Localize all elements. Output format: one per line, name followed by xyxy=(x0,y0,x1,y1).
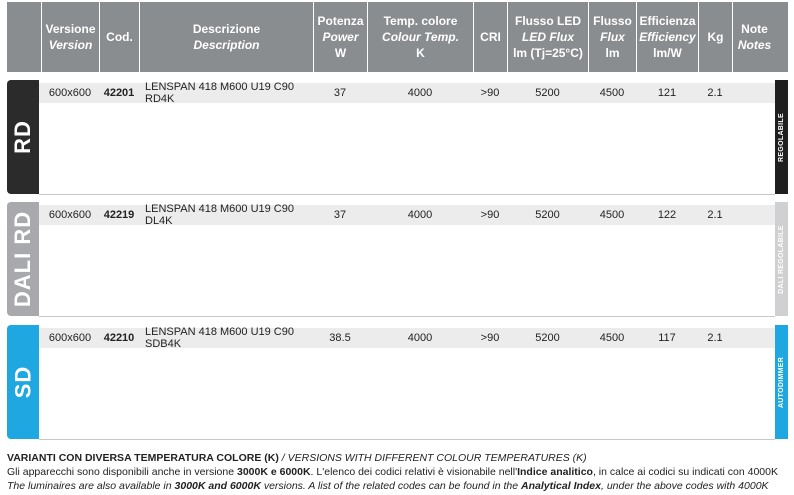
header-notes xyxy=(732,2,776,72)
header-power-it: Potenza xyxy=(317,14,364,28)
header-cri-label: CRI xyxy=(480,30,501,44)
footer-en-text xyxy=(7,480,769,492)
tag-dali-regolabile-label: DALI REGOLABILE xyxy=(778,224,786,294)
cell-power: 38.5 xyxy=(329,332,351,344)
header-led-flux-unit: lm (Tj=25°C) xyxy=(513,46,583,60)
header-notes-it: Note xyxy=(741,22,768,36)
header-temp-it: Temp. colore xyxy=(383,14,458,28)
footer-title-sep: / xyxy=(278,452,288,464)
header-flux-unit: lm xyxy=(605,46,620,60)
footer-title-it: VARIANTI CON DIVERSA TEMPERATURA COLORE (K) xyxy=(7,452,279,464)
footer-en-b: 3000K and 6000K xyxy=(174,480,261,492)
footer-title-en: VERSIONS WITH DIFFERENT COLOUR TEMPERATURES (K) xyxy=(287,452,587,464)
cell-efficiency: 122 xyxy=(657,209,677,221)
cell-led-flux: 5200 xyxy=(535,209,560,221)
header-led-flux-it: Flusso LED xyxy=(514,14,581,28)
cell-temp: 4000 xyxy=(407,87,433,99)
cell-power: 37 xyxy=(333,87,347,99)
footer-en-e: , under the above codes with 4000K xyxy=(601,480,769,492)
footer-en-d: Analytical Index xyxy=(521,480,601,492)
footer-title xyxy=(7,452,587,464)
header-temp-unit: K xyxy=(416,46,425,60)
cell-description: LENSPAN 418 M600 U19 C90 RD4K xyxy=(145,81,294,105)
header-version-it: Versione xyxy=(45,22,96,36)
header-description xyxy=(139,2,313,72)
tag-autodimmer-label: AUTODIMMER xyxy=(778,356,785,408)
header-led-flux xyxy=(507,2,588,72)
cell-efficiency: 121 xyxy=(657,87,677,99)
header-version xyxy=(41,2,99,72)
cell-temp: 4000 xyxy=(407,209,433,221)
cell-flux: 4500 xyxy=(599,209,625,221)
cell-cri: >90 xyxy=(480,332,500,344)
header-led-flux-en: LED Flux xyxy=(521,30,574,44)
header-temp-en: Colour Temp. xyxy=(382,30,459,44)
header-efficiency-unit: lm/W xyxy=(653,46,682,60)
cell-code: 42201 xyxy=(103,87,135,99)
header-kg-label: Kg xyxy=(707,30,724,44)
cell-cri: >90 xyxy=(480,209,500,221)
header-efficiency-it: Efficienza xyxy=(639,14,696,28)
cell-efficiency: 117 xyxy=(658,332,676,344)
cell-description: LENSPAN 418 M600 U19 C90 DL4K xyxy=(145,203,294,227)
sidebar-dali-rd xyxy=(7,202,39,316)
header-flux-en: Flux xyxy=(600,30,625,44)
cell-power: 37 xyxy=(333,209,347,221)
tag-dali-regolabile xyxy=(775,202,788,316)
footer-it-d: Indice analitico xyxy=(517,466,593,478)
footer-en-c: versions. A list of the related codes can be found in the xyxy=(260,480,522,492)
header-efficiency xyxy=(636,2,698,72)
footer-it-c: . L'elenco dei codici relativi è visionabile nell' xyxy=(310,466,518,478)
header-version-en: Version xyxy=(48,38,93,52)
header-flux-it: Flusso xyxy=(593,14,632,28)
header-power-en: Power xyxy=(322,30,359,44)
header-description-it: Descrizione xyxy=(192,22,261,36)
cell-led-flux: 5200 xyxy=(535,332,560,344)
header-code-label: Cod. xyxy=(106,30,133,44)
sidebar-dali-rd-label: DALI RD xyxy=(10,210,35,308)
cell-version: 600x600 xyxy=(48,332,92,344)
cell-kg: 2.1 xyxy=(707,332,723,344)
header-power-unit: W xyxy=(334,46,347,60)
table-row xyxy=(39,83,775,103)
cell-version: 600x600 xyxy=(48,209,92,221)
header-efficiency-en: Efficiency xyxy=(639,30,696,44)
cell-notes xyxy=(732,328,775,348)
cell-code: 42210 xyxy=(103,332,135,344)
tag-autodimmer xyxy=(775,325,788,439)
footer-it-e: , in calce ai codici su indicati con 4000K xyxy=(592,466,778,478)
sidebar-sd xyxy=(7,325,39,439)
header-flux xyxy=(588,2,636,72)
tag-regolabile-label: REGOLABILE xyxy=(778,112,786,162)
footer-it-text xyxy=(7,466,778,478)
table-row xyxy=(39,328,775,348)
footer-en-a: The luminaires are also available in xyxy=(7,480,175,492)
table-row xyxy=(39,205,775,225)
cell-cri: >90 xyxy=(480,87,500,99)
cell-temp: 4000 xyxy=(407,332,433,344)
header-kg xyxy=(698,2,732,72)
cell-version: 600x600 xyxy=(48,87,92,99)
sidebar-rd-label: RD xyxy=(10,120,35,154)
cell-flux: 4500 xyxy=(599,87,625,99)
header-code xyxy=(99,2,139,72)
cell-kg: 2.1 xyxy=(707,87,723,99)
cell-notes xyxy=(732,205,775,225)
tag-regolabile xyxy=(775,80,788,194)
header-cri xyxy=(473,2,507,72)
sidebar-sd-label: SD xyxy=(10,365,35,399)
footer-it-b: 3000K e 6000K xyxy=(236,466,311,478)
header-notes-en: Notes xyxy=(737,38,772,52)
header-description-en: Description xyxy=(193,38,260,52)
header-temp xyxy=(367,2,473,72)
cell-kg: 2.1 xyxy=(707,209,723,221)
cell-description: LENSPAN 418 M600 U19 C90 SDB4K xyxy=(145,326,294,350)
sidebar-rd xyxy=(7,80,39,194)
cell-flux: 4500 xyxy=(599,332,625,344)
cell-notes xyxy=(732,83,775,103)
cell-led-flux: 5200 xyxy=(535,87,560,99)
cell-code: 42219 xyxy=(103,209,135,221)
header-power xyxy=(313,2,367,72)
footer-it-a: Gli apparecchi sono disponibili anche in versione xyxy=(7,466,237,478)
